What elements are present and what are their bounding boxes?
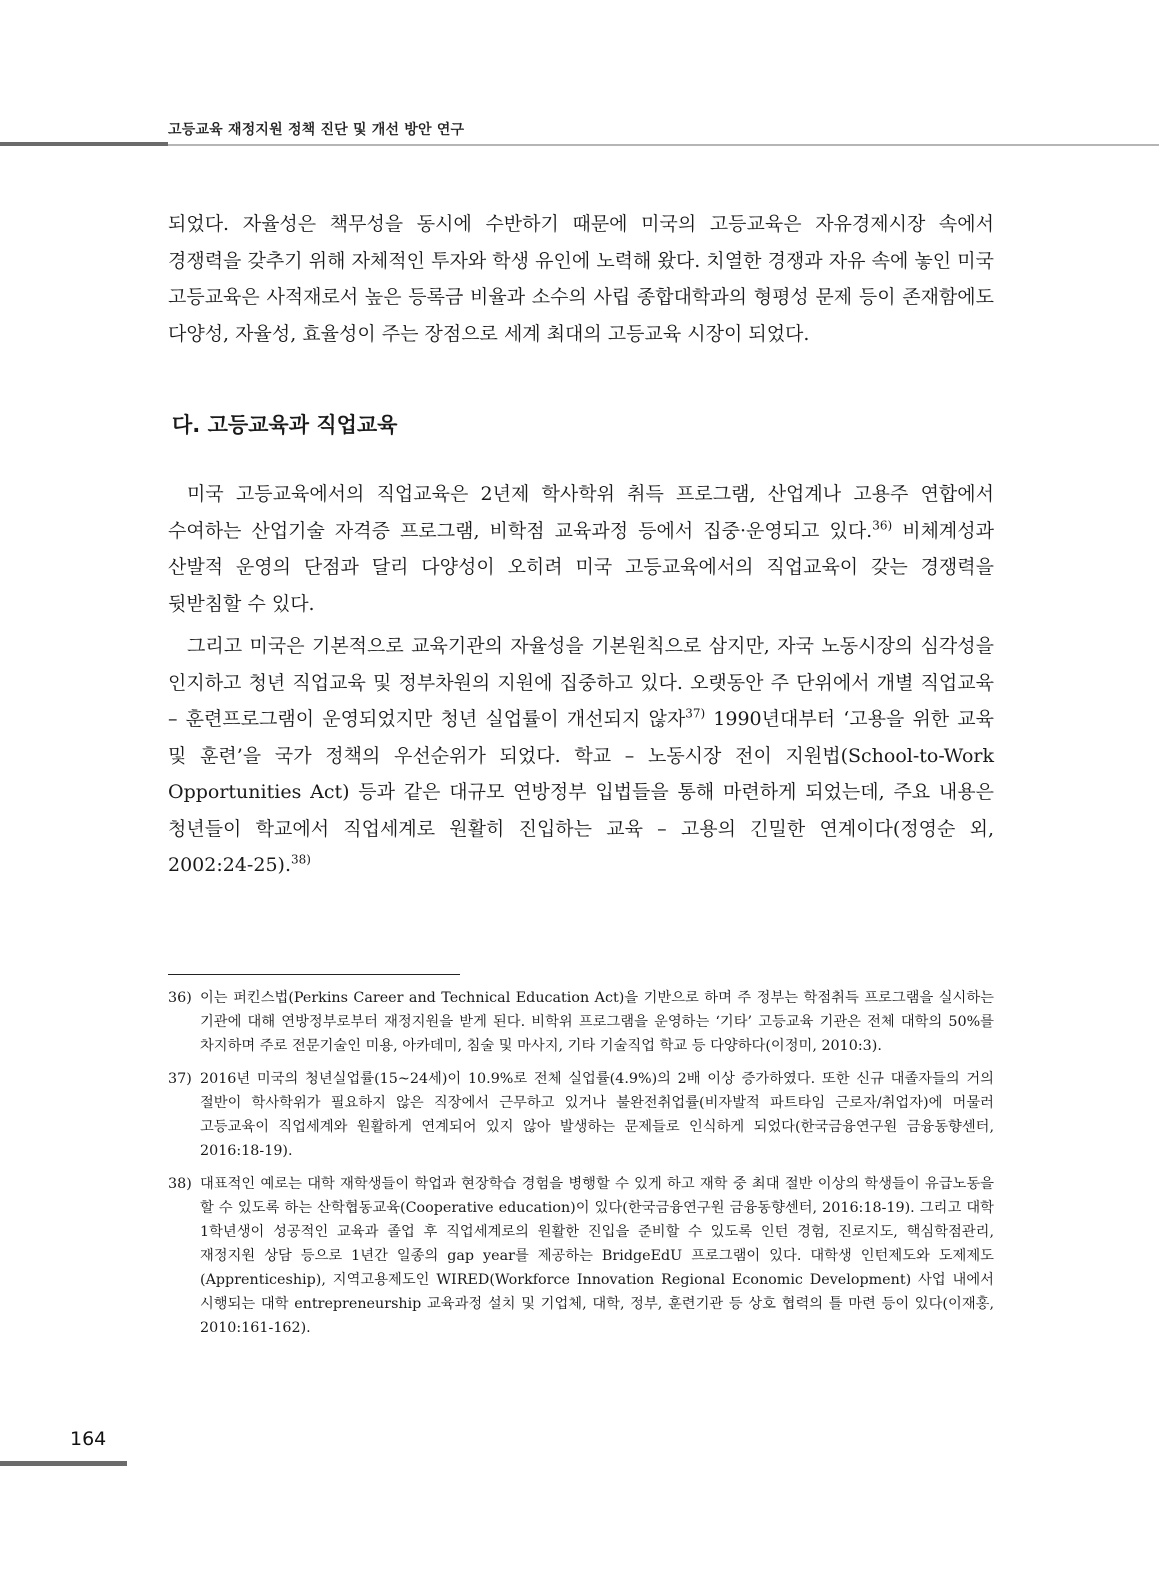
running-head: 고등교육 재정지원 정책 진단 및 개선 방안 연구 [168, 122, 465, 138]
footnote-number: 38) [168, 1176, 192, 1192]
footnote-36 [168, 986, 994, 1058]
header-rule-dark [0, 142, 168, 146]
paragraph-vocational-education [168, 476, 994, 622]
footnote-37 [168, 1067, 994, 1163]
footnote-ref-36[interactable]: 36) [872, 518, 893, 533]
footnote-ref-38[interactable]: 38) [290, 852, 311, 867]
footnote-38 [168, 1172, 994, 1340]
footnote-number: 36) [168, 990, 192, 1006]
paragraph-1-text-a: 미국 고등교육에서의 직업교육은 2년제 학사학위 취득 프로그램, 산업계나 고용주 연합에서 수여하는 산업기술 자격증 프로그램, 비학점 교육과정 등에서 집중·운영되고 있다. [168, 483, 994, 542]
paragraph-youth-support [168, 628, 994, 884]
footnote-text: 대표적인 예로는 대학 재학생들이 학업과 현장학습 경험을 병행할 수 있게 하고 재학 중 최대 절반 이상의 학생들이 유급노동을 할 수 있도록 하는 산학협동교육(Cooperative education)이 있다(한국금융연구원 금융동향센터, 2016:18-19). 그리고 대학 1학년생이 성공적인 교육과 졸업 후 직업세계로의 원활한 진입을 준비할 수 있도록 인턴 경험, 진로지도, 핵심학점관리, 재정지원 상담 등으로 1년간 일종의 gap year를 제공하는 BridgeEdU 프로그램이 있다. 대학생 인턴제도와 도제제도(Apprenticeship), 지역고용제도인 WIRED(Workforce Innovation Regional Economic Development) 사업 내에서 시행되는 대학 entrepreneurship 교육과정 설치 및 기업체, 대학, 정부, 훈련기관 등 상호 협력의 틀 마련 등이 있다(이재홍, 2010:161-162). [200, 1176, 994, 1336]
footnotes [168, 986, 994, 1349]
body-content [168, 206, 994, 884]
paragraph-2-text-a: 그리고 미국은 기본적으로 교육기관의 자율성을 기본원칙으로 삼지만, 자국 노동시장의 심각성을 인지하고 청년 직업교육 및 정부차원의 지원에 집중하고 있다. 오랫동안 주 단위에서 개별 직업교육 – 훈련프로그램이 운영되었지만 청년 실업률이 개선되지 않자 [168, 635, 994, 730]
footnote-number: 37) [168, 1071, 192, 1087]
footer-rule [0, 1461, 127, 1466]
footnote-text: 2016년 미국의 청년실업률(15~24세)이 10.9%로 전체 실업률(4.9%)의 2배 이상 증가하였다. 또한 신규 대졸자들의 거의 절반이 학사학위가 필요하지 않은 직장에서 근무하고 있거나 불완전취업률(비자발적 파트타임 근로자/취업자)에 머물러 고등교육이 직업세계와 원활하게 연계되어 있지 않아 발생하는 문제들로 인식하게 되었다(한국금융연구원 금융동향센터, 2016:18-19). [200, 1071, 994, 1159]
intro-paragraph: 되었다. 자율성은 책무성을 동시에 수반하기 때문에 미국의 고등교육은 자유경제시장 속에서 경쟁력을 갖추기 위해 자체적인 투자와 학생 유인에 노력해 왔다. 치열한 경쟁과 자유 속에 놓인 미국 고등교육은 사적재로서 높은 등록금 비율과 소수의 사립 종합대학과의 형평성 문제 등이 존재함에도 다양성, 자율성, 효율성이 주는 장점으로 세계 최대의 고등교육 시장이 되었다. [168, 213, 994, 345]
section-heading: 다. 고등교육과 직업교육 [172, 413, 398, 437]
footnote-separator [168, 974, 460, 975]
header-rule-light [168, 144, 1159, 146]
page-number: 164 [70, 1428, 107, 1450]
paragraph-2-text-b: 1990년대부터 ‘고용을 위한 교육 및 훈련’을 국가 정책의 우선순위가 되었다. 학교 – 노동시장 전이 지원법(School-to-Work Opportunities Act) 등과 같은 대규모 연방정부 입법들을 통해 마련하게 되었는데, 주요 내용은 청년들이 학교에서 직업세계로 원활히 진입하는 교육 – 고용의 긴밀한 연계이다(정영순 외, 2002:24-25). [168, 708, 995, 876]
paragraph-1-text-b: 비체계성과 산발적 운영의 단점과 달리 다양성이 오히려 미국 고등교육에서의 직업교육이 갖는 경쟁력을 뒷받침할 수 있다. [168, 519, 994, 615]
footnote-text: 이는 퍼킨스법(Perkins Career and Technical Education Act)을 기반으로 하며 주 정부는 학점취득 프로그램을 실시하는 기관에 대해 연방정부로부터 재정지원을 받게 된다. 비학위 프로그램을 운영하는 ‘기타’ 고등교육 기관은 전체 대학의 50%를 차지하며 주로 전문기술인 미용, 아카데미, 침술 및 마사지, 기타 기술직업 학교 등 다양하다(이정미, 2010:3). [200, 990, 994, 1054]
footnote-ref-37[interactable]: 37) [685, 706, 706, 721]
